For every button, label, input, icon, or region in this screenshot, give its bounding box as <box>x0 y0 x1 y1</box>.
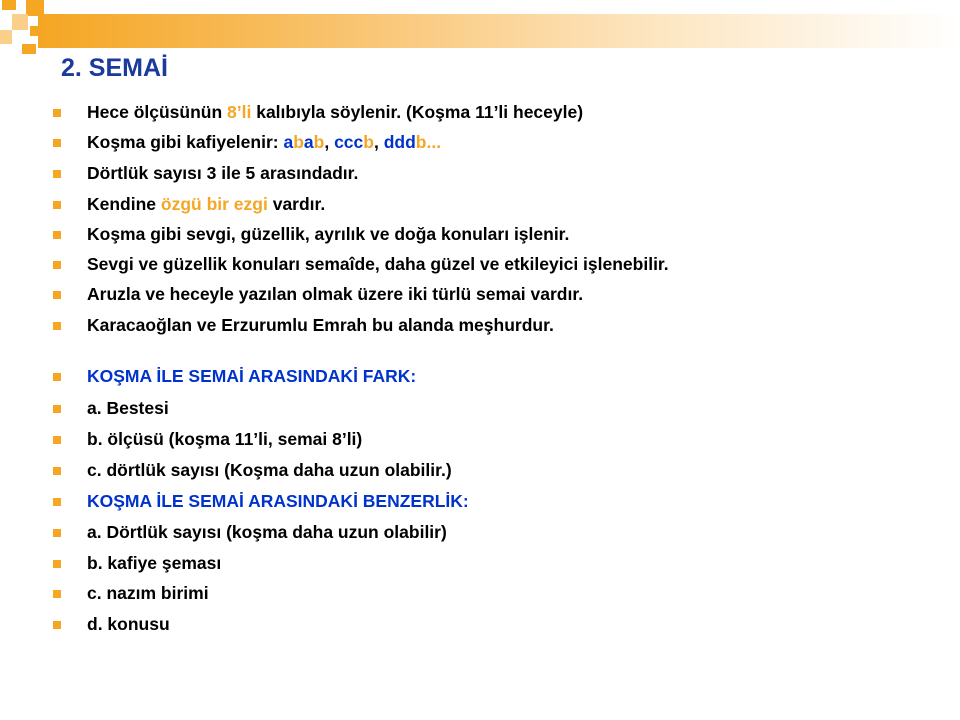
text-segment: ddd <box>383 132 416 152</box>
square-bullet-icon <box>53 467 61 475</box>
decor-square <box>30 26 42 36</box>
list-item <box>0 550 900 580</box>
list-item <box>0 312 900 342</box>
list-item <box>0 221 900 251</box>
list-item <box>0 281 900 311</box>
text-segment: 8’li <box>227 102 252 122</box>
header-decoration <box>0 0 960 60</box>
text-segment: Dörtlük sayısı 3 ile 5 arasındadır. <box>87 163 359 183</box>
text-segment: c. nazım birimi <box>87 583 209 603</box>
text-segment: d. konusu <box>87 614 170 634</box>
list-item-text <box>87 284 583 305</box>
list-item-text <box>87 254 669 275</box>
text-segment: Sevgi ve güzellik konuları semaîde, daha güzel ve etkileyici işlenebilir. <box>87 254 669 274</box>
text-segment: a <box>283 132 294 152</box>
list-item-text <box>87 429 362 450</box>
list-item-text <box>87 194 325 215</box>
text-segment: özgü bir ezgi <box>160 194 268 214</box>
square-bullet-icon <box>53 201 61 209</box>
text-segment: , <box>373 132 384 152</box>
decor-square <box>26 0 44 16</box>
text-segment: a. Bestesi <box>87 398 169 418</box>
list-item-text <box>87 315 554 336</box>
square-bullet-icon <box>53 373 61 381</box>
text-segment: b... <box>415 132 442 152</box>
text-segment: Aruzla ve heceyle yazılan olmak üzere iki türlü semai vardır. <box>87 284 584 304</box>
text-segment: b <box>293 132 304 152</box>
text-segment: a. Dörtlük sayısı (koşma daha uzun olabilir) <box>87 522 447 542</box>
text-segment: Koşma gibi kafiyelenir: <box>87 132 284 152</box>
square-bullet-icon <box>53 139 61 147</box>
list-item <box>0 129 900 159</box>
list-item <box>0 160 900 190</box>
decor-square <box>12 14 28 30</box>
decor-square <box>22 44 36 54</box>
text-segment: b <box>363 132 374 152</box>
slide-title: 2. SEMAİ <box>61 54 168 82</box>
text-segment: Kendine <box>87 194 161 214</box>
text-segment: Koşma gibi sevgi, güzellik, ayrılık ve doğa konuları işlenir. <box>87 224 570 244</box>
list-item-text <box>87 460 452 481</box>
square-bullet-icon <box>53 291 61 299</box>
list-item <box>0 191 900 221</box>
text-segment: b. kafiye şeması <box>87 553 222 573</box>
text-segment: KOŞMA İLE SEMAİ ARASINDAKİ FARK: <box>87 366 417 386</box>
list-item-text <box>87 614 170 635</box>
text-segment: , <box>324 132 335 152</box>
text-segment: kalıbıyla söylenir. (Koşma 11’li heceyle) <box>251 102 584 122</box>
text-segment: b. ölçüsü (koşma 11’li, semai 8’li) <box>87 429 363 449</box>
list-item-text <box>87 398 169 419</box>
square-bullet-icon <box>53 109 61 117</box>
text-segment: Hece ölçüsünün <box>87 102 228 122</box>
list-item <box>0 519 900 549</box>
list-item <box>0 251 900 281</box>
list-item-text <box>87 102 583 123</box>
text-segment: KOŞMA İLE SEMAİ ARASINDAKİ BENZERLİK: <box>87 491 469 511</box>
list-item-text <box>87 224 569 245</box>
list-item-text <box>87 163 358 184</box>
square-bullet-icon <box>53 261 61 269</box>
decor-square <box>2 0 16 10</box>
header-gradient-band <box>38 14 960 48</box>
square-bullet-icon <box>53 322 61 330</box>
list-item-text <box>87 491 469 512</box>
list-item-text <box>87 132 441 153</box>
square-bullet-icon <box>53 590 61 598</box>
text-segment: Karacaoğlan ve Erzurumlu Emrah bu alanda meşhurdur. <box>87 315 554 335</box>
text-segment: vardır. <box>267 194 326 214</box>
text-segment: c. dörtlük sayısı (Koşma daha uzun olabilir.) <box>87 460 452 480</box>
list-item <box>0 611 900 641</box>
square-bullet-icon <box>53 560 61 568</box>
list-item-text <box>87 366 416 387</box>
list-item <box>0 363 900 393</box>
list-item <box>0 395 900 425</box>
list-item-text <box>87 553 221 574</box>
list-item-text <box>87 583 209 604</box>
square-bullet-icon <box>53 436 61 444</box>
square-bullet-icon <box>53 231 61 239</box>
list-item <box>0 99 900 129</box>
list-item <box>0 580 900 610</box>
list-item <box>0 488 900 518</box>
text-segment: ccc <box>334 132 364 152</box>
square-bullet-icon <box>53 170 61 178</box>
list-item <box>0 457 900 487</box>
square-bullet-icon <box>53 529 61 537</box>
square-bullet-icon <box>53 498 61 506</box>
list-item <box>0 426 900 456</box>
square-bullet-icon <box>53 405 61 413</box>
decor-square <box>0 30 12 44</box>
text-segment: a <box>303 132 314 152</box>
text-segment: b <box>313 132 325 152</box>
list-item-text <box>87 522 447 543</box>
square-bullet-icon <box>53 621 61 629</box>
